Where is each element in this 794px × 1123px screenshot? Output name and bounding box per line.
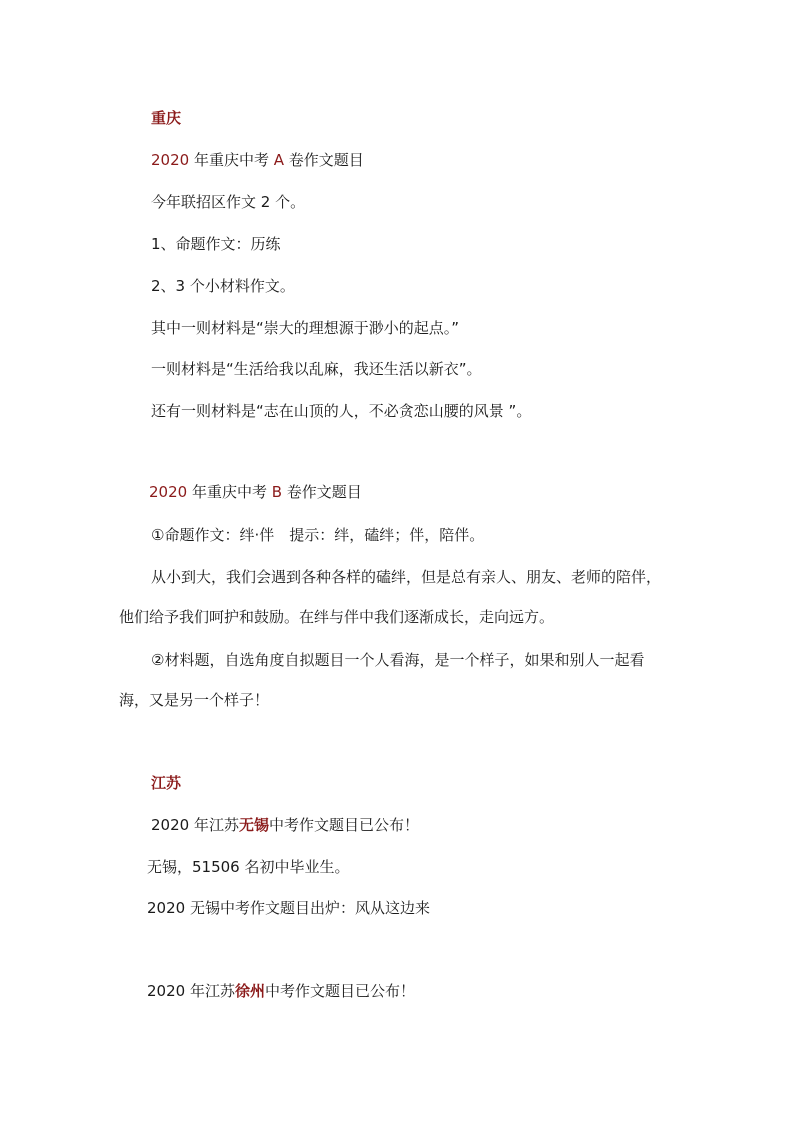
xuzhou-city: 徐州: [234, 982, 265, 1000]
paper-b-line: 他们给予我们呵护和鼓励。在绊与伴中我们逐渐成长，走向远方。: [119, 608, 555, 626]
xuzhou-title-before: 2020 年江苏: [147, 982, 235, 1000]
paper-a-title: [151, 150, 364, 170]
wuxi-line: 2020 无锡中考作文题目出炉：风从这边来: [147, 899, 430, 917]
paper-b-line: 海，又是另一个样子！: [119, 691, 270, 709]
paper-a-line: 1、命题作文：历练: [151, 235, 281, 253]
wuxi-title: [151, 815, 419, 835]
paper-a-year: 2020: [151, 151, 190, 169]
wuxi-city: 无锡: [238, 816, 269, 834]
paper-a-line: 还有一则材料是“志在山顶的人，不必贪恋山腰的风景 ”。: [151, 402, 532, 420]
paper-b-year: 2020: [149, 483, 188, 501]
paper-a-title-mid: 年重庆中考: [189, 151, 274, 169]
wuxi-line: 无锡，51506 名初中毕业生。: [147, 858, 350, 876]
xuzhou-title-after: 中考作文题目已公布！: [264, 982, 415, 1000]
section-heading-chongqing: 重庆: [151, 109, 182, 127]
paper-a-line: 今年联招区作文 2 个。: [151, 193, 306, 211]
paper-b-title-mid: 年重庆中考: [187, 483, 272, 501]
paper-b-line: ②材料题，自选角度自拟题目一个人看海，是一个样子，如果和别人一起看: [151, 651, 645, 669]
paper-a-letter: A: [273, 151, 284, 169]
paper-a-line: 2、3 个小材料作文。: [151, 277, 295, 295]
paper-b-line: ①命题作文：绊·伴 提示：绊，磕绊；伴，陪伴。: [151, 526, 485, 544]
paper-b-title-end: 卷作文题目: [282, 483, 362, 501]
wuxi-title-before: 2020 年江苏: [151, 816, 239, 834]
section-heading-jiangsu: 江苏: [151, 774, 182, 792]
paper-b-title: [149, 482, 362, 502]
paper-a-line: 一则材料是“生活给我以乱麻，我还生活以新衣”。: [151, 360, 482, 378]
paper-b-letter: B: [271, 483, 283, 501]
paper-b-line: 从小到大，我们会遇到各种各样的磕绊，但是总有亲人、朋友、老师的陪伴，: [151, 568, 662, 586]
paper-a-title-end: 卷作文题目: [284, 151, 364, 169]
paper-a-line: 其中一则材料是“崇大的理想源于渺小的起点。”: [151, 319, 460, 337]
xuzhou-title: [147, 981, 415, 1001]
wuxi-title-after: 中考作文题目已公布！: [268, 816, 419, 834]
